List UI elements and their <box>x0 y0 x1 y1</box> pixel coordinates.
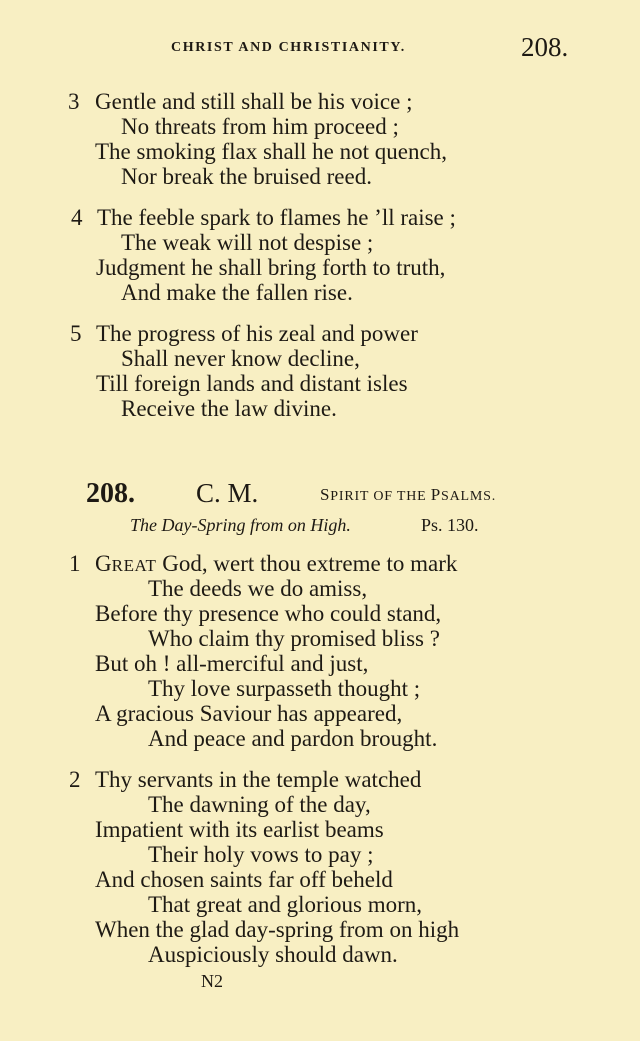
source-text: PIRIT OF THE <box>330 489 431 504</box>
verse-line: Shall never know decline, <box>121 346 360 371</box>
stanza-number: 4 <box>71 205 83 230</box>
verse-line <box>95 551 457 578</box>
verse-line: Receive the law divine. <box>121 396 337 421</box>
verse-line: Impatient with its earlist beams <box>95 817 384 842</box>
verse-line: The smoking flax shall he not quench, <box>95 139 447 164</box>
first-word-initial: G <box>95 551 112 576</box>
verse-line: Thy servants in the temple watched <box>95 767 422 792</box>
first-word-rest: REAT <box>111 556 157 575</box>
source-initial: S <box>320 485 331 504</box>
verse-line: No threats from him proceed ; <box>121 114 399 139</box>
verse-line: Judgment he shall bring forth to truth, <box>96 255 446 280</box>
verse-line: And make the fallen rise. <box>121 280 353 305</box>
verse-line: The deeds we do amiss, <box>148 576 368 601</box>
verse-line: Thy love surpasseth thought ; <box>148 676 421 701</box>
verse-line: That great and glorious morn, <box>148 892 423 917</box>
verse-line: Till foreign lands and distant isles <box>96 371 408 396</box>
source-initial: P <box>430 485 442 504</box>
hymn-number: 208. <box>86 478 135 509</box>
psalm-reference: Ps. 130. <box>421 515 479 535</box>
running-title: CHRIST AND CHRISTIANITY. <box>171 40 406 55</box>
printer-signature-mark: N2 <box>201 971 223 991</box>
verse-line: Who claim thy promised bliss ? <box>148 626 440 651</box>
stanza-number: 2 <box>69 767 81 792</box>
verse-line: The progress of his zeal and power <box>96 321 418 346</box>
verse-line: A gracious Saviour has appeared, <box>95 701 403 726</box>
source-text: SALMS. <box>441 489 497 504</box>
page-number: 208. <box>521 32 569 62</box>
stanza-number: 1 <box>69 551 81 576</box>
verse-line: But oh ! all-merciful and just, <box>95 651 369 676</box>
stanza-number: 3 <box>68 89 80 114</box>
verse-line: Gentle and still shall be his voice ; <box>95 89 413 114</box>
hymn-subtitle: The Day-Spring from on High. <box>130 515 351 535</box>
verse-line: Nor break the bruised reed. <box>121 164 372 189</box>
verse-line: The feeble spark to flames he ’ll raise ; <box>97 205 456 230</box>
verse-line: Their holy vows to pay ; <box>148 842 374 867</box>
verse-line: Auspiciously should dawn. <box>148 942 398 967</box>
verse-line: And chosen saints far off beheld <box>95 867 393 892</box>
verse-line: Before thy presence who could stand, <box>95 601 442 626</box>
verse-line: And peace and pardon brought. <box>148 726 438 751</box>
verse-line: When the glad day-spring from on high <box>95 917 460 942</box>
verse-line-text: God, wert thou extreme to mark <box>156 551 458 576</box>
verse-line: The weak will not despise ; <box>121 230 374 255</box>
hymn-meter: C. M. <box>196 478 259 508</box>
verse-line: The dawning of the day, <box>148 792 371 817</box>
hymn-source <box>320 485 496 505</box>
stanza-number: 5 <box>70 321 82 346</box>
